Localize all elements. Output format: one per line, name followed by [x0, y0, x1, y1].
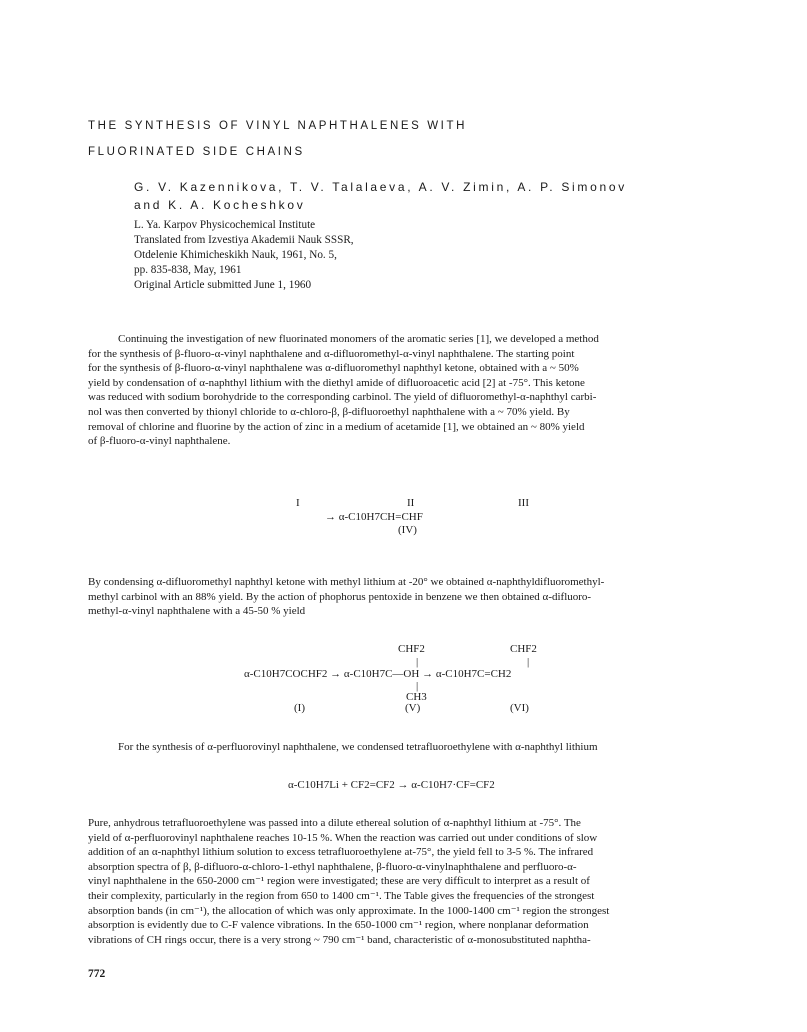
- text-line: of β-fluoro-α-vinyl naphthalene.: [88, 435, 231, 448]
- scheme-reaction-3: α-C10H7Li + CF2=CF2 → α-C10H7·CF=CF2: [288, 779, 495, 791]
- text-line: their complexity, particularly in the region from 650 to 1400 cm⁻¹. The Table gives the frequencies of the strongest: [88, 889, 595, 902]
- scheme-reaction-2: α-C10H7COCHF2 → α-C10H7C—OH → α-C10H7C=CH2: [244, 668, 512, 680]
- affiliation-line: Otdelenie Khimicheskikh Nauk, 1961, No. 5,: [134, 249, 337, 261]
- affiliation-line: L. Ya. Karpov Physicochemical Institute: [134, 219, 316, 231]
- paragraph-perfluorovinyl: [88, 740, 734, 755]
- scheme-ch3: CH3: [406, 691, 427, 703]
- scheme-bond-vi-top: |: [527, 656, 530, 668]
- affiliation-line: pp. 835-838, May, 1961: [134, 264, 242, 276]
- text-line: nol was then converted by thionyl chloride to α-chloro-β, β-difluoroethyl naphthalene with a ~ 70% yield. By: [88, 405, 570, 418]
- text-line: Pure, anhydrous tetrafluoroethylene was passed into a dilute ethereal solution of α-naphthyl lithium at -75°. The: [88, 817, 581, 829]
- scheme-label-ii: II: [407, 497, 415, 509]
- text-line: For the synthesis of α-perfluorovinyl naphthalene, we condensed tetrafluoroethylene with α-naphthyl lithium: [118, 741, 598, 753]
- scheme-label-v: (V): [405, 702, 421, 714]
- scheme-label-i-2: (I): [294, 702, 305, 714]
- affiliation-block: [134, 218, 354, 293]
- paragraph-ir-spectra: [88, 816, 734, 947]
- article-title-line-1: THE SYNTHESIS OF VINYL NAPHTHALENES WITH: [88, 120, 467, 132]
- text-line: addition of an α-naphthyl lithium solution to excess tetrafluoroethylene at-75°, the yield fell to 3-5 %. The infrared: [88, 846, 594, 859]
- scheme-label-iv: (IV): [398, 524, 417, 536]
- page-number: 772: [88, 968, 106, 980]
- scheme-label-i: I: [296, 497, 300, 509]
- paragraph-intro: [88, 332, 734, 449]
- scheme-bond-v-top: |: [416, 656, 419, 668]
- authors-line-2: and K. A. Kocheshkov: [134, 198, 306, 212]
- scheme-label-vi: (VI): [510, 702, 529, 714]
- authors-line-1: G. V. Kazennikova, T. V. Talalaeva, A. V. Zimin, A. P. Simonov: [134, 180, 627, 194]
- scheme-label-iii: III: [518, 497, 529, 509]
- scheme-bond-v-bottom: |: [416, 680, 419, 692]
- affiliation-line: Original Article submitted June 1, 1960: [134, 279, 312, 291]
- text-line: absorption is evidently due to C-F valence vibrations. In the 650-1000 cm⁻¹ region, where nonplanar deformation: [88, 919, 589, 932]
- text-line: was reduced with sodium borohydride to the corresponding carbinol. The yield of difluoromethyl-α-naphthyl carbi-: [88, 391, 597, 404]
- text-line: yield by condensation of α-naphthyl lithium with the diethyl amide of difluoroacetic acid [2] at -75°. This ketone: [88, 376, 585, 389]
- text-line: Continuing the investigation of new fluorinated monomers of the aromatic series [1], we developed a method: [118, 333, 599, 345]
- text-line: for the synthesis of β-fluoro-α-vinyl naphthalene and α-difluoromethyl-α-vinyl naphthalene. The starting point: [88, 347, 575, 360]
- article-title-line-2: FLUORINATED SIDE CHAINS: [88, 146, 305, 158]
- scheme-product-iv: → α-C10H7CH=CHF: [325, 511, 423, 523]
- text-line: removal of chlorine and fluorine by the action of zinc in a medium of acetamide [1], we obtained an ~ 80% yield: [88, 420, 585, 433]
- text-line: for the synthesis of β-fluoro-α-vinyl naphthalene was α-difluoromethyl naphthyl ketone, obtained with a ~ 50%: [88, 362, 579, 375]
- text-line: vinyl naphthalene in the 650-2000 cm⁻¹ region were investigated; these are very difficult to interpret as a result of: [88, 875, 590, 888]
- text-line: methyl carbinol with an 88% yield. By the action of phophorus pentoxide in benzene we then obtained α-difluoro-: [88, 590, 592, 603]
- affiliation-line: Translated from Izvestiya Akademii Nauk SSSR,: [134, 234, 354, 246]
- text-line: vibrations of CH rings occur, there is a very strong ~ 790 cm⁻¹ band, characteristic of α-monosubstituted naphtha-: [88, 933, 591, 946]
- text-line: absorption bands (in cm⁻¹), the allocation of which was only approximate. In the 1000-1400 cm⁻¹ region the strongest: [88, 904, 610, 917]
- scheme-chf2-vi: CHF2: [510, 643, 537, 655]
- paragraph-methyl-lithium: [88, 575, 734, 619]
- text-line: absorption spectra of β, β-difluoro-α-chloro-1-ethyl naphthalene, β-fluoro-α-vinylnaphthalene and perfluoro-α-: [88, 860, 577, 873]
- text-line: methyl-α-vinyl naphthalene with a 45-50 % yield: [88, 605, 306, 618]
- text-line: yield of α-perfluorovinyl naphthalene reaches 10-15 %. When the reaction was carried out under conditions of slow: [88, 831, 598, 844]
- scheme-chf2-v: CHF2: [398, 643, 425, 655]
- text-line: By condensing α-difluoromethyl naphthyl ketone with methyl lithium at -20° we obtained α-naphthyldifluoromethyl-: [88, 576, 605, 588]
